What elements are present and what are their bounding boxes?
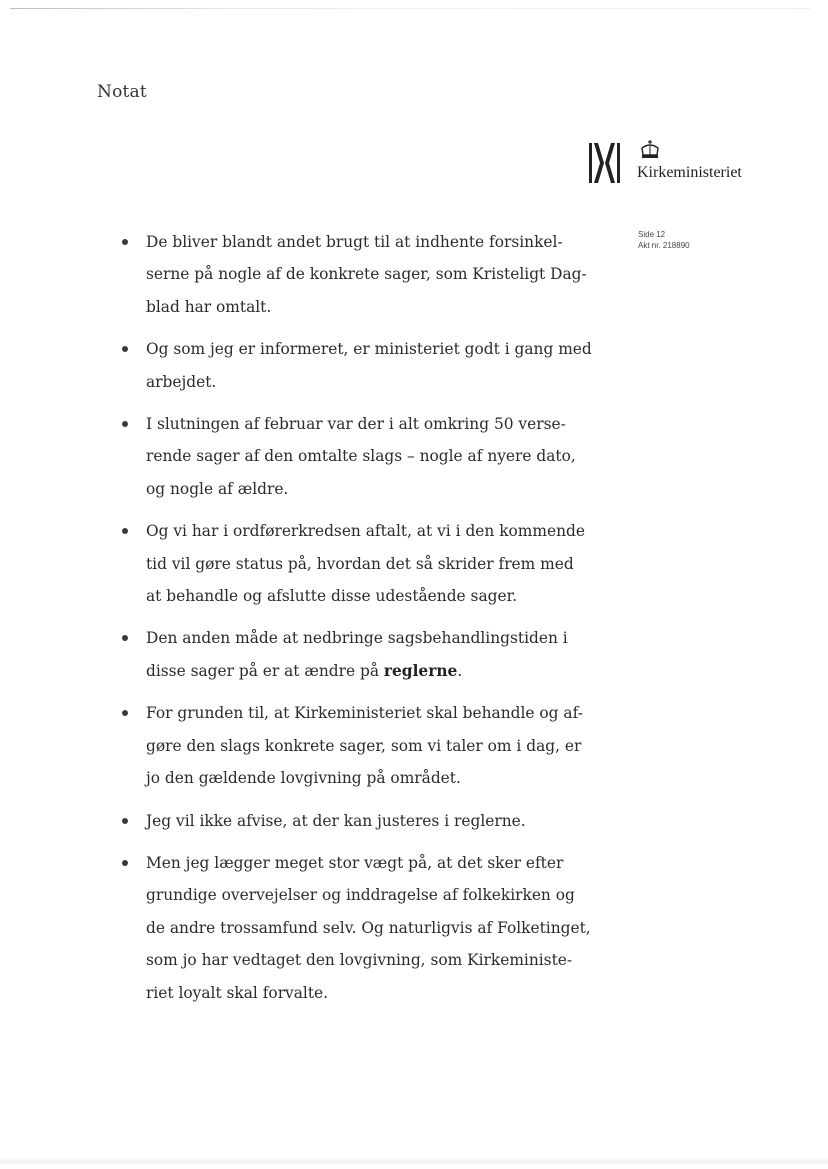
emphasized-word: reglerne <box>383 661 458 680</box>
kirkeministeriet-logo-mark-icon <box>589 143 620 183</box>
scan-edge-bottom <box>0 1158 828 1164</box>
bullet-icon <box>122 528 128 534</box>
text-line: jo den gældende lovgivning på området. <box>146 769 461 788</box>
bullet-icon <box>122 635 128 641</box>
text-line: Jeg vil ikke afvise, at der kan justeres i reglerne. <box>146 811 526 830</box>
list-item <box>118 408 593 505</box>
text-line: Den anden måde at nedbringe sagsbehandlingstiden i <box>146 629 568 648</box>
text-segment: disse sager på er at ændre på <box>146 661 384 680</box>
text-line: serne på nogle af de konkrete sager, som Kristeligt Dag- <box>146 265 587 284</box>
bullet-icon <box>122 239 128 245</box>
scan-edge-top <box>10 8 810 9</box>
list-item <box>118 697 593 794</box>
text-line: De bliver blandt andet brugt til at indhente forsinkel- <box>146 233 563 251</box>
text-line: som jo har vedtaget den lovgivning, som Kirkeministe- <box>146 951 573 970</box>
text-line: Og som jeg er informeret, er ministeriet godt i gang med <box>146 340 592 359</box>
list-item <box>118 515 593 612</box>
text-line: Men jeg lægger meget stor vægt på, at det sker efter <box>146 853 564 872</box>
case-number: Akt nr. 218890 <box>638 241 690 250</box>
text-line: og nogle af ældre. <box>146 479 289 498</box>
text-segment: . <box>457 661 463 680</box>
bullet-icon <box>122 710 128 716</box>
text-line: de andre trossamfund selv. Og naturligvis af Folketinget, <box>146 918 591 937</box>
text-line: riet loyalt skal forvalte. <box>146 983 329 1002</box>
document-type-label: Notat <box>97 82 147 102</box>
page-number: Side 12 <box>638 230 666 239</box>
speech-points-list <box>118 226 593 1019</box>
text-line: at behandle og afslutte disse udestående sager. <box>146 587 518 606</box>
bullet-icon <box>122 421 128 427</box>
ministry-name: Kirkeministeriet <box>637 164 742 181</box>
text-line <box>146 655 593 687</box>
text-line: blad har omtalt. <box>146 297 272 316</box>
text-line: For grunden til, at Kirkeministeriet skal behandle og af- <box>146 704 583 723</box>
text-line: tid vil gøre status på, hvordan det så skrider frem med <box>146 554 574 573</box>
ministry-logo <box>589 140 759 186</box>
crown-icon <box>639 140 661 160</box>
list-item <box>118 622 593 687</box>
text-line: I slutningen af februar var der i alt omkring 50 verse- <box>146 415 566 434</box>
text-line: rende sager af den omtalte slags – nogle af nyere dato, <box>146 447 576 466</box>
list-item <box>118 847 593 1009</box>
list-item <box>118 333 593 398</box>
list-item <box>118 805 593 837</box>
document-meta <box>638 229 690 251</box>
bullet-icon <box>122 818 128 824</box>
bullet-icon <box>122 860 128 866</box>
text-line: grundige overvejelser og inddragelse af folkekirken og <box>146 886 575 905</box>
bullet-icon <box>122 346 128 352</box>
text-line: arbejdet. <box>146 372 217 391</box>
text-line: Og vi har i ordførerkredsen aftalt, at vi i den kommende <box>146 522 585 541</box>
list-item <box>118 226 593 323</box>
text-line: gøre den slags konkrete sager, som vi taler om i dag, er <box>146 736 582 755</box>
